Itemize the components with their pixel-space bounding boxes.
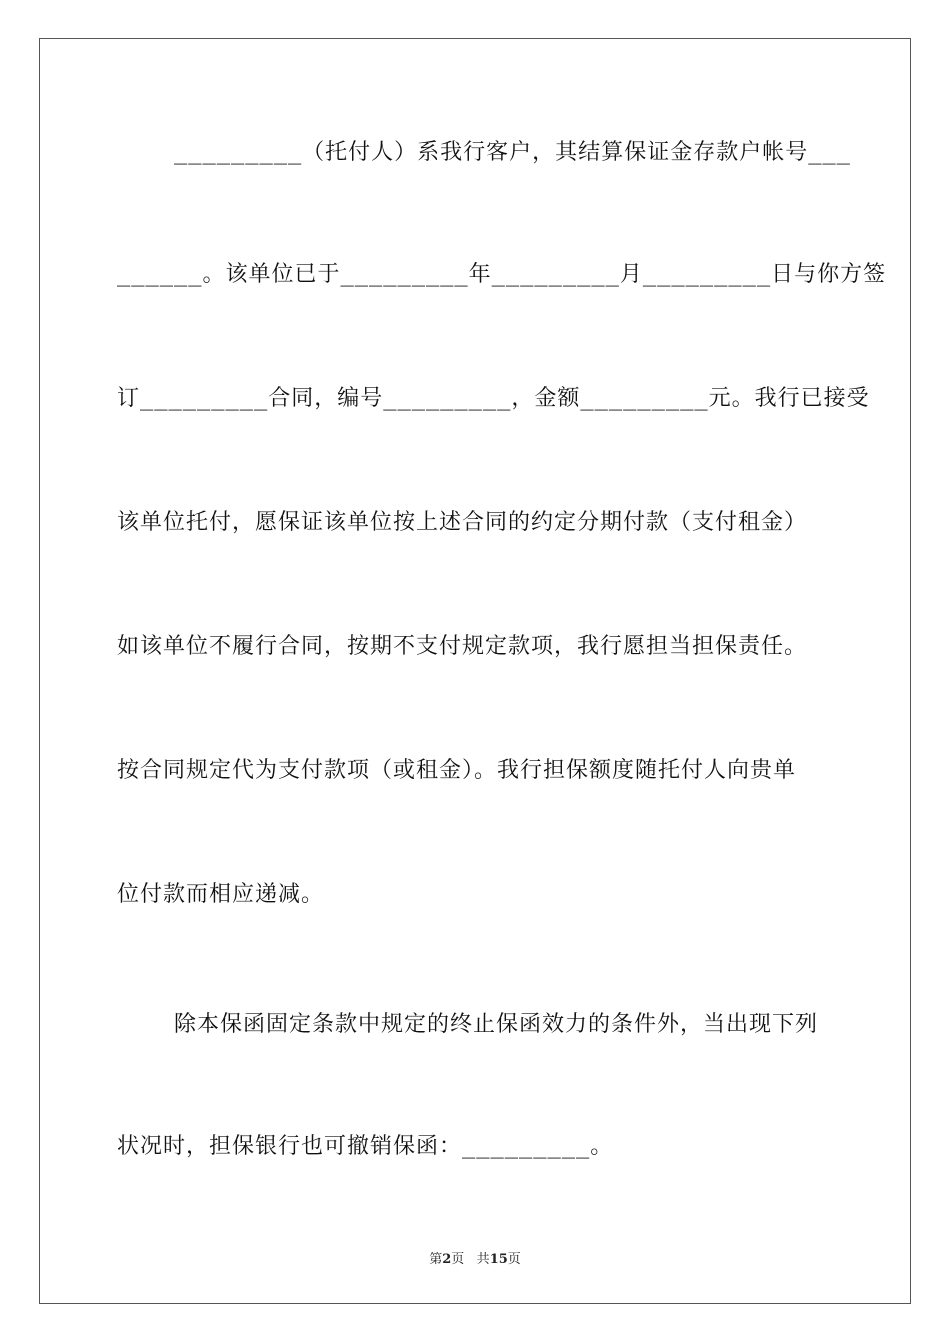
paragraph-line-2: ______。该单位已于_________年_________月_________日与你方签: [117, 262, 887, 287]
paragraph-line-8: 除本保函固定条款中规定的终止保函效力的条件外，当出现下列: [117, 1012, 818, 1037]
total-pages: 15: [489, 1252, 508, 1267]
total-prefix: 共: [476, 1252, 490, 1267]
page-border: [39, 38, 911, 1304]
paragraph-line-7: 位付款而相应递减。: [117, 882, 325, 907]
total-suffix: 页: [507, 1252, 521, 1267]
paragraph-line-9: 状况时，担保银行也可撤销保函：_________。: [117, 1134, 614, 1159]
paragraph-line-4: 该单位托付，愿保证该单位按上述合同的约定分期付款（支付租金）: [117, 510, 808, 535]
page-prefix: 第: [429, 1252, 443, 1267]
paragraph-line-1: _________（托付人）系我行客户，其结算保证金存款户帐号___: [117, 140, 851, 165]
page-footer: [0, 1248, 950, 1267]
page-number: 2: [442, 1252, 452, 1267]
paragraph-line-3: 订_________合同，编号_________，金额_________元。我行已接受: [117, 386, 870, 411]
page-suffix: 页: [451, 1252, 465, 1267]
paragraph-line-6: 按合同规定代为支付款项（或租金）。我行担保额度随托付人向贵单: [117, 758, 797, 783]
paragraph-line-5: 如该单位不履行合同，按期不支付规定款项，我行愿担当担保责任。: [117, 634, 808, 659]
